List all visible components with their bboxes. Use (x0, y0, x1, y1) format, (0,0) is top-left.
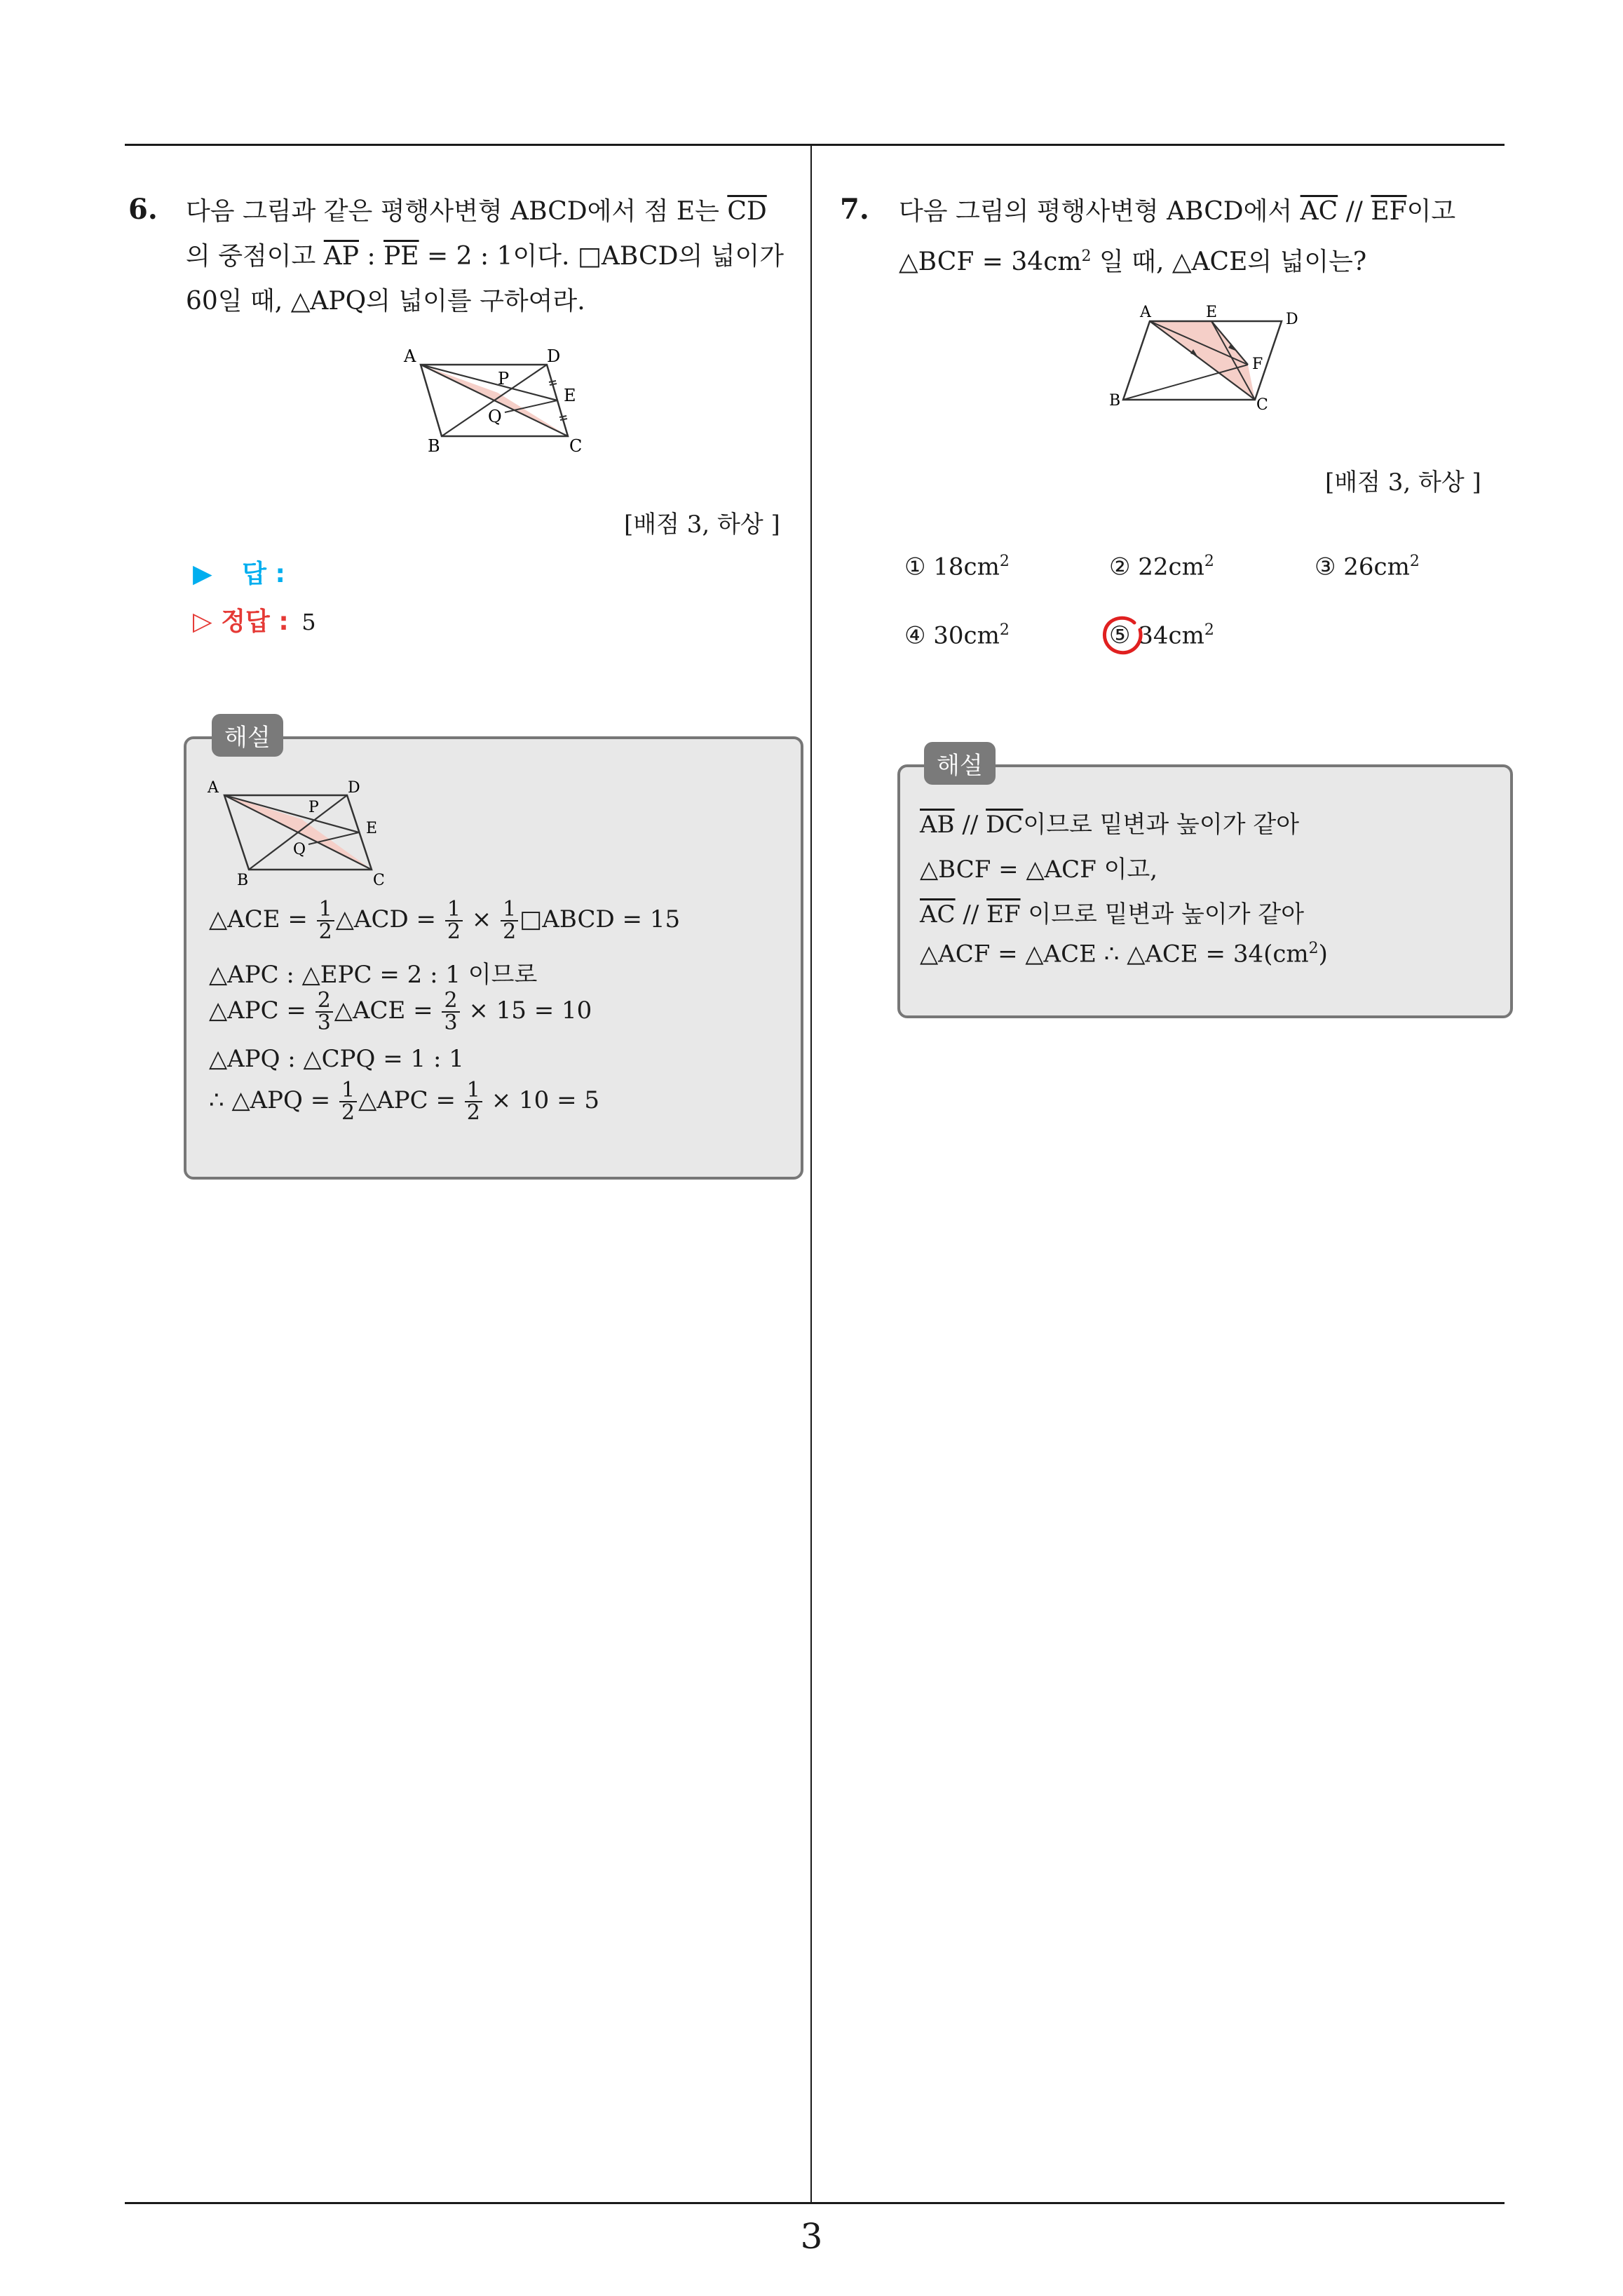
q7-score: [배점 3, 하상 ] (1325, 468, 1481, 497)
question-6-line-1 (186, 189, 767, 234)
sol-text: ) (1318, 940, 1328, 968)
choice-value: 26cm (1343, 553, 1410, 581)
sol-text: 이므로 밑변과 높이가 같아 (1028, 900, 1305, 928)
correct-value: 5 (301, 609, 316, 635)
sol-text: △APC = (358, 1086, 456, 1114)
sol-text: 이므로 밑변과 높이가 같아 (1023, 811, 1300, 839)
q7-parallelogram-figure (1108, 302, 1311, 414)
choice-1[interactable]: ① $18cm^2$ (904, 553, 1010, 581)
fraction: $\frac{1}{2}$ (465, 1080, 482, 1123)
fraction: $\frac{1}{2}$ (501, 899, 518, 943)
q6-label-q: Q (488, 407, 502, 426)
choice-mark: ④ (904, 621, 926, 650)
parallel-sign: // (1345, 197, 1363, 226)
choice-mark: ③ (1315, 553, 1336, 581)
q7-text: 다음 그림의 평행사변형 ABCD에서 (899, 197, 1293, 226)
fraction: $\frac{2}{3}$ (442, 990, 459, 1034)
choice-3[interactable]: ③ $26cm^2$ (1315, 553, 1420, 581)
segment-ac: $\overline{AC}$ (1300, 197, 1338, 226)
q6-text: 의 중점이고 (186, 242, 316, 271)
q6-solution-line-1 (209, 899, 680, 943)
q7-solution-box (897, 764, 1513, 1018)
q7-text: △BCF = 34cm (899, 248, 1082, 276)
sol-text: × (471, 905, 492, 933)
q7-text: 일 때, △ACE의 넓이는? (1099, 248, 1367, 276)
sol-text: △ACD = (335, 905, 437, 933)
fraction: $\frac{1}{2}$ (339, 1080, 357, 1123)
sol-text: △ACE = (209, 905, 308, 933)
fraction: $\frac{2}{3}$ (315, 990, 333, 1034)
q6-sol-label-a: A (208, 779, 219, 797)
q7-text: 이고 (1406, 197, 1456, 226)
q6-solution-line-4: △APQ : △CPQ = 1 : 1 (209, 1045, 464, 1073)
q6-score: [배점 3, 하상 ] (624, 511, 780, 539)
q7-label-c: C (1256, 396, 1268, 414)
choice-2[interactable]: ② $22cm^2$ (1109, 553, 1214, 581)
sol-text: × 15 = 10 (468, 997, 592, 1025)
choice-value: 22cm (1138, 553, 1204, 581)
choice-mark-wrap (1109, 621, 1130, 649)
q6-solution-line-3 (209, 990, 592, 1034)
choice-mark: ① (904, 553, 926, 581)
q6-answer-row (193, 554, 285, 590)
segment-ef: $\overline{EF}$ (986, 900, 1021, 928)
q6-sol-label-q: Q (293, 841, 306, 858)
q6-label-d: D (547, 346, 561, 366)
correct-label: 정답 : (221, 607, 289, 636)
choice-value: 34cm (1138, 621, 1204, 650)
header-rule (125, 144, 1505, 146)
q6-label-b: B (428, 436, 440, 456)
parallel-sign: // (962, 811, 979, 839)
q6-solution-line-2: △APC : △EPC = 2 : 1 이므로 (209, 961, 538, 989)
column-divider (810, 144, 812, 2204)
fraction: $\frac{1}{2}$ (317, 899, 334, 943)
sol-text: △ACE = (334, 997, 433, 1025)
q6-label-p: P (498, 369, 510, 389)
segment-cd: $\overline{CD}$ (727, 197, 767, 226)
answer-label: 답 : (242, 560, 285, 588)
segment-ac: $\overline{AC}$ (920, 900, 956, 928)
choice-mark: ② (1109, 553, 1131, 581)
q6-parallelogram-figure (393, 344, 603, 456)
q7-label-f: F (1252, 356, 1263, 373)
q6-sol-label-p: P (308, 799, 319, 816)
sol-text: △APC = (209, 997, 306, 1025)
page-number: 3 (800, 2216, 823, 2257)
superscript: 2 (1081, 248, 1092, 265)
q7-segment-bf (1123, 365, 1248, 400)
answer-arrow-icon: ▶ (193, 560, 212, 588)
sol-text: □ABCD = 15 (520, 905, 681, 933)
sol-text: ∴ △APQ = (209, 1086, 331, 1114)
q6-solution-line-5 (209, 1080, 599, 1123)
q7-label-e: E (1206, 304, 1218, 321)
correct-arrow-icon: ▷ (193, 607, 212, 636)
segment-dc: $\overline{DC}$ (986, 811, 1024, 839)
question-7-line-1 (899, 189, 1455, 234)
q6-correct-row (193, 602, 316, 637)
q6-solution-figure (203, 777, 400, 889)
choice-4[interactable]: ④ $30cm^2$ (904, 621, 1010, 650)
q7-solution-line-3 (920, 895, 1304, 929)
q7-label-d: D (1286, 311, 1298, 328)
sol-text: × 10 = 5 (491, 1086, 599, 1114)
selected-circle-icon (1099, 614, 1146, 658)
q7-solution-line-1 (920, 805, 1299, 839)
q6-sol-label-c: C (373, 872, 385, 889)
choice-5[interactable]: ⑤ $34cm^2$ (1109, 621, 1214, 649)
choice-value: 30cm (933, 621, 1000, 650)
q7-solution-tab: 해설 (924, 742, 996, 785)
q6-text: 다음 그림과 같은 평행사변형 ABCD에서 점 E는 (186, 197, 719, 226)
q6-sol-label-b: B (237, 872, 249, 889)
parallel-sign: // (963, 900, 979, 928)
segment-ab: $\overline{AB}$ (920, 811, 955, 839)
q6-sol-label-e: E (366, 820, 378, 837)
q6-label-c: C (569, 436, 583, 456)
sol-text: △ACF = △ACE ∴ △ACE = 34(cm (920, 940, 1309, 968)
question-7-number: 7. (840, 193, 869, 226)
q6-sol-label-d: D (348, 779, 360, 797)
q7-solution-line-2: △BCF = △ACF 이고, (920, 856, 1158, 884)
question-6-line-2 (186, 234, 784, 279)
q6-label-a: A (404, 346, 416, 366)
choice-mark: ⑤ (1109, 621, 1131, 650)
q6-label-e: E (564, 386, 576, 405)
question-6-number: 6. (128, 193, 158, 226)
segment-ef: $\overline{EF}$ (1371, 197, 1407, 226)
q7-label-b: B (1109, 392, 1121, 410)
question-7-line-2 (899, 234, 1366, 285)
segment-ap: $\overline{AP}$ (323, 242, 360, 271)
question-6-line-3: 60일 때, △APQ의 넓이를 구하여라. (186, 287, 585, 316)
q7-solution-line-4: △ACF = △ACE ∴ △ACE = $34(cm^2)$ (920, 940, 1328, 968)
q6-solution-tab: 해설 (212, 714, 283, 757)
q7-label-a: A (1140, 304, 1151, 321)
fraction: $\frac{1}{2}$ (445, 899, 463, 943)
footer-rule (125, 2202, 1505, 2204)
ratio-separator: : (367, 242, 376, 271)
segment-pe: $\overline{PE}$ (383, 242, 419, 271)
q6-text: = 2 : 1이다. □ABCD의 넓이가 (427, 242, 784, 271)
choice-value: 18cm (933, 553, 1000, 581)
